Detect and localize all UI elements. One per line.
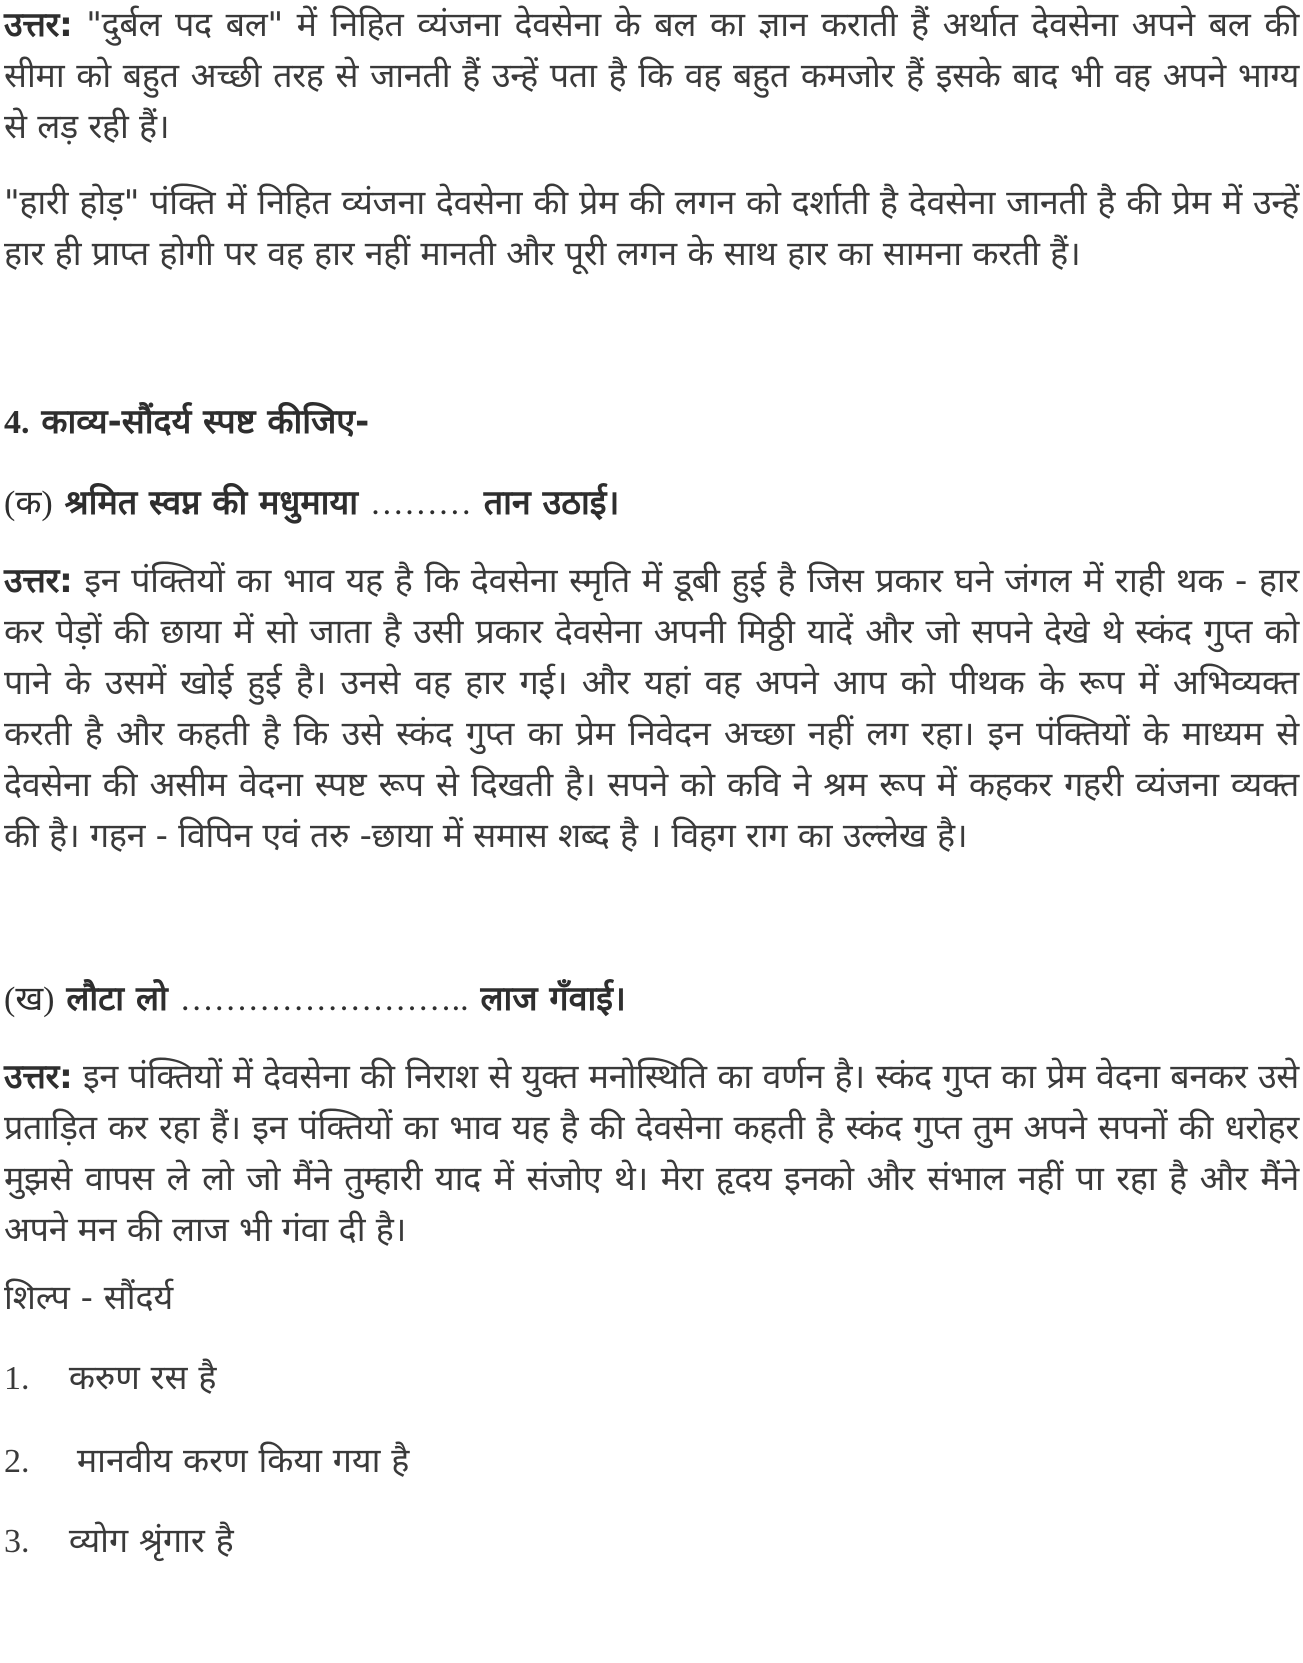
sub-question-b-start: लौटा लो (66, 979, 168, 1019)
list-item-text: व्योग श्रृंगार है (68, 1521, 234, 1561)
answer-paragraph-2 (4, 178, 1299, 280)
list-item-number: 2. (4, 1443, 30, 1480)
answer-paragraph-4 (4, 1052, 1299, 1256)
list-item-text: मानवीय करण किया गया है (76, 1441, 410, 1481)
list-item-number: 3. (4, 1523, 30, 1560)
sub-question-b (4, 974, 626, 1025)
answer-label: उत्तर: (4, 1057, 73, 1097)
list-item-text: करुण रस है (68, 1358, 217, 1398)
answer-label: उत्तर: (4, 561, 73, 601)
sub-question-a-start: श्रमित स्वप्न की मधुमाया (64, 483, 359, 523)
sub-question-b-prefix: (ख) (4, 981, 55, 1018)
list-item-2 (4, 1436, 409, 1487)
answer-text-3: इन पंक्तियों का भाव यह है कि देवसेना स्मृति में डूबी हुई है जिस प्रकार घने जंगल में राही थक - हार कर पेड़ों की छाया में सो जाता है उसी प्रकार देवसेना अपनी मिठ्ठी यादें और जो सपने देखे थे स्कंद गुप्त को पाने के उसमें खोई हुई है। उनसे वह हार गई। और यहां वह अपने आप को पीथक के रूप में अभिव्यक्त करती है और कहती है कि उसे स्कंद गुप्त का प्रेम निवेदन अच्छा नहीं लग रहा। इन पंक्तियों के माध्यम से देवसेना की असीम वेदना स्पष्ट रूप से दिखती है। सपने को कवि ने श्रम रूप में कहकर गहरी व्यंजना व्यक्त की है। गहन - विपिन एवं तरु -छाया में समास शब्द है । विहग राग का उल्लेख है। (4, 561, 1299, 856)
answer-text-2: "हारी होड़" पंक्ति में निहित व्यंजना देवसेना की प्रेम की लगन को दर्शाती है देवसेना जानती है की प्रेम में उन्हें हार ही प्राप्त होगी पर वह हार नहीं मानती और पूरी लगन के साथ हार का सामना करती हैं। (4, 183, 1299, 274)
sub-question-b-dots: …………………….. (179, 981, 469, 1018)
answer-label: उत्तर: (4, 5, 73, 45)
sub-question-a (4, 478, 619, 529)
answer-text-1: "दुर्बल पद बल" में निहित व्यंजना देवसेना के बल का ज्ञान कराती हैं अर्थात देवसेना अपने बल की सीमा को बहुत अच्छी तरह से जानती हैं उन्हें पता है कि वह बहुत कमजोर हैं इसके बाद भी वह अपने भाग्य से लड़ रही हैं। (4, 5, 1299, 147)
question-4-heading (4, 397, 369, 448)
question-4-text: काव्य-सौंदर्य स्पष्ट कीजिए- (41, 402, 370, 442)
list-item-number: 1. (4, 1360, 30, 1397)
sub-question-a-dots: ……… (369, 485, 472, 522)
sub-question-a-prefix: (क) (4, 485, 53, 522)
question-4-number: 4. (4, 404, 30, 441)
sub-question-a-end: तान उठाई। (483, 483, 620, 523)
sub-question-b-end: लाज गँवाई। (480, 979, 626, 1019)
answer-text-4: इन पंक्तियों में देवसेना की निराश से युक्त मनोस्थिति का वर्णन है। स्कंद गुप्त का प्रेम वेदना बनकर उसे प्रताड़ित कर रहा हैं। इन पंक्तियों का भाव यह है की देवसेना कहती है स्कंद गुप्त तुम अपने सपनों की धरोहर मुझसे वापस ले लो जो मैंने तुम्हारी याद में संजोए थे। मेरा हृदय इनको और संभाल नहीं पा रहा है और मैंने अपने मन की लाज भी गंवा दी है। (4, 1057, 1299, 1250)
craft-heading: शिल्प - सौंदर्य (4, 1278, 174, 1318)
list-item-1 (4, 1353, 216, 1404)
answer-paragraph-3 (4, 556, 1299, 862)
list-item-3 (4, 1516, 234, 1567)
answer-paragraph-1 (4, 0, 1299, 153)
